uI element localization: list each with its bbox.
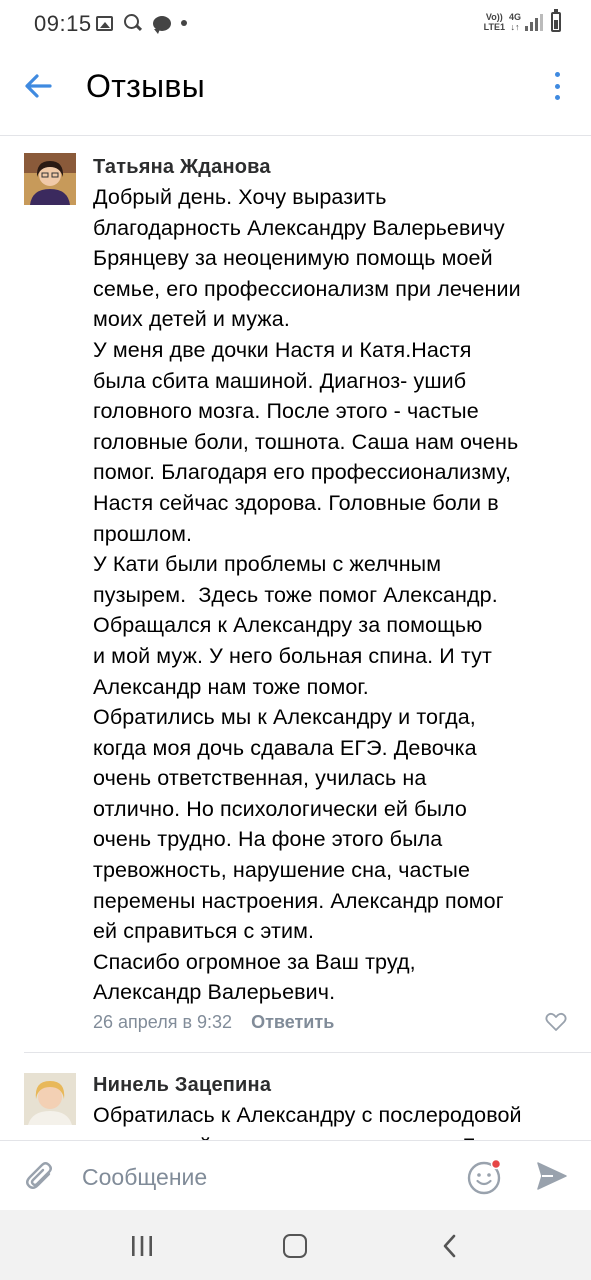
recents-button[interactable]: [130, 1235, 154, 1257]
status-notification-icons: [96, 13, 187, 33]
reply-button[interactable]: Ответить: [251, 1012, 335, 1032]
send-icon: [535, 1159, 569, 1193]
signal-icon: [525, 13, 543, 31]
paperclip-icon: [22, 1159, 58, 1195]
message-composer: [0, 1140, 591, 1210]
comment-divider: [24, 1052, 591, 1053]
attach-button[interactable]: [22, 1159, 58, 1195]
volte-indicator: Vo)) LTE1: [483, 12, 505, 32]
heart-icon: [545, 1012, 567, 1032]
avatar[interactable]: [24, 1073, 76, 1125]
comment-item: [0, 1070, 591, 1140]
emoji-button[interactable]: [466, 1158, 504, 1196]
network-type: 4G ↓↑: [508, 12, 521, 32]
arrow-left-icon: [20, 68, 60, 104]
status-bar: [0, 0, 591, 50]
comment-author[interactable]: Нинель Зацепина: [93, 1074, 272, 1096]
app-header: [0, 50, 591, 136]
more-vertical-icon: [555, 72, 560, 77]
recents-icon: [130, 1235, 154, 1257]
home-button[interactable]: [283, 1234, 307, 1258]
battery-icon: [551, 12, 561, 32]
back-button[interactable]: [20, 68, 60, 104]
comment-text: Добрый день. Хочу выразить благодарность Александру Валерьевичу Брянцеву за неоценимую помощь моей семье, его профессионализм при лечении моих детей и мужа. У меня две дочки Настя и Катя.Настя была сбита машиной. Диагноз- ушиб головного мозга. После этого - частые головные боли, тошнота. Саша нам очень помог. Благодаря его профессионализму, Настя сейчас здорова. Головные боли в прошлом. У Кати были проблемы с желчным пузырем. Здесь тоже помог Александр. Обращался к Александру за помощью и мой муж. У него больная спина. И тут Александр нам тоже помог. Обратились мы к Александру и тогда, когда моя дочь сдавала ЕГЭ. Девочка очень ответственная, училась на отлично. Но психологически ей было очень трудно. На фоне этого была тревожность, нарушение сна, частые перемены настроения. Александр помог ей справиться с этим. Спасибо огромное за Ваш труд, Александр Валерьевич.: [93, 185, 521, 1005]
status-time: 09:15: [34, 11, 92, 36]
system-navigation-bar: [0, 1210, 591, 1280]
comment-date: 26 апреля в 9:32: [93, 1012, 233, 1032]
message-input[interactable]: [82, 1161, 442, 1193]
page-title: Отзывы: [86, 68, 206, 104]
like-button[interactable]: [545, 1012, 567, 1032]
status-system-icons: [484, 12, 561, 32]
emoji-icon: [466, 1158, 504, 1196]
system-back-button[interactable]: [440, 1234, 460, 1258]
comment-text: Обратилась к Александру с послеродовой: [93, 1103, 522, 1127]
comment-author[interactable]: Татьяна Жданова: [93, 156, 271, 178]
more-button[interactable]: [547, 72, 567, 100]
comment-meta: [93, 1012, 334, 1033]
chat-icon: [153, 16, 171, 31]
avatar[interactable]: [24, 153, 76, 205]
send-button[interactable]: [535, 1159, 569, 1193]
comment-item: [0, 150, 591, 1046]
search-icon: [123, 13, 143, 33]
gallery-icon: [96, 16, 113, 31]
chevron-left-icon: [440, 1234, 460, 1258]
dot-icon: [181, 20, 187, 26]
